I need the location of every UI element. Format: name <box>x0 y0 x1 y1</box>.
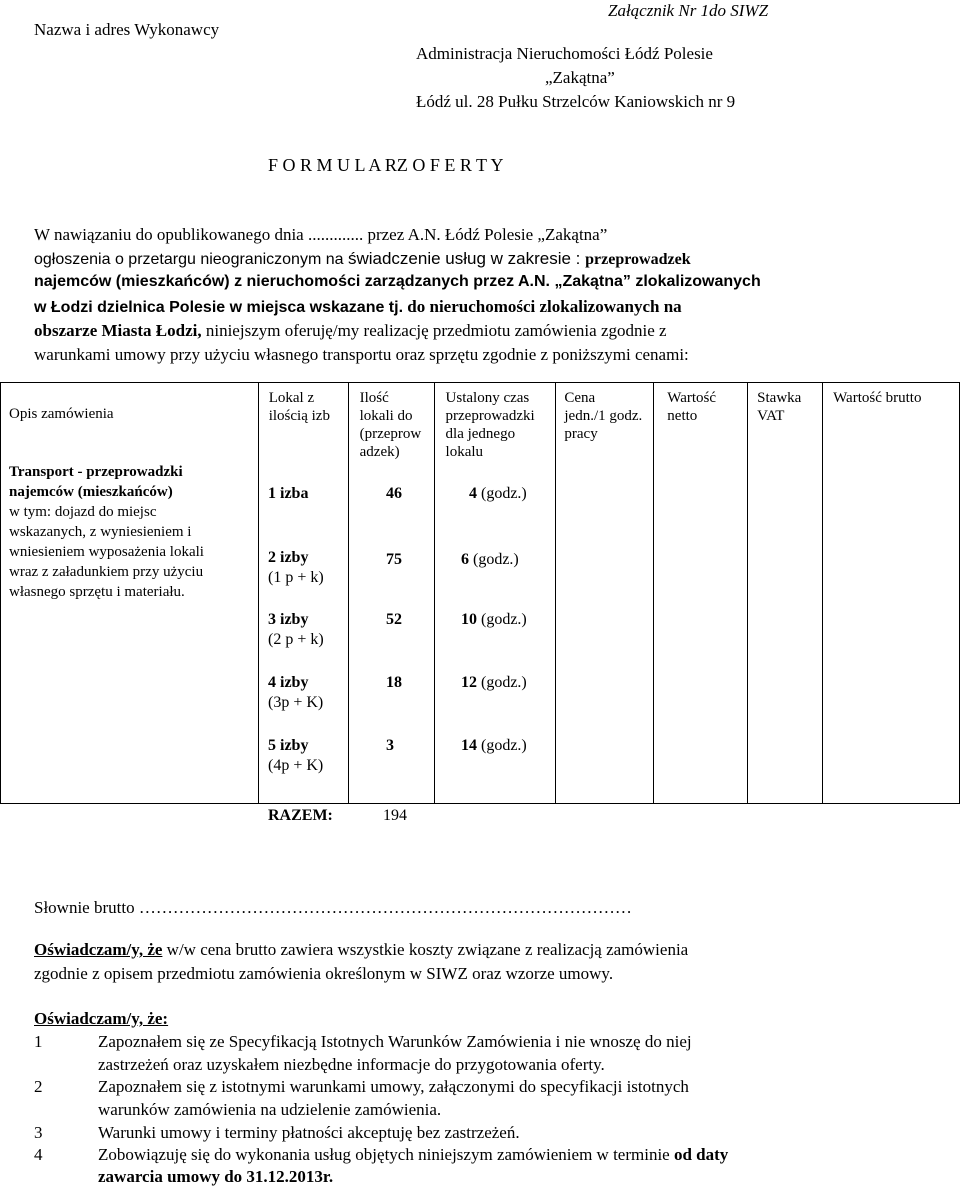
row-hours-unit: (godz.) <box>469 551 519 568</box>
row-count: 3 <box>386 737 394 754</box>
words-field[interactable]: Słownie brutto …………………………………………………………………………… <box>34 898 632 917</box>
row-hours-value: 4 <box>469 485 477 502</box>
row-hours-unit: (godz.) <box>477 737 527 754</box>
total-value: 194 <box>383 807 407 824</box>
header-czas-2: przeprowadzki <box>445 408 535 424</box>
description-line-5: wniesieniem wyposażenia lokali <box>9 544 204 560</box>
declaration-1-line-1 <box>34 940 850 960</box>
row-count: 75 <box>386 551 402 568</box>
item-number: 2 <box>34 1077 43 1096</box>
item-line-1: Warunki umowy i terminy płatności akceptuję bez zastrzeżeń. <box>98 1123 520 1142</box>
header-czas-1: Ustalony czas <box>445 390 530 406</box>
header-ilosc-3: (przeprow <box>359 426 422 442</box>
brutto-column <box>823 383 960 804</box>
contractor-name-label: Nazwa i adres Wykonawcy <box>34 20 220 39</box>
vat-column <box>748 383 823 804</box>
intro-line-6: warunkami umowy przy użyciu własnego transportu oraz sprzętu zgodnie z poniższymi cenami: <box>34 345 689 364</box>
intro-line-5 <box>34 321 667 341</box>
row-hours-unit: (godz.) <box>477 611 527 628</box>
row-rooms: 5 izby <box>268 737 309 754</box>
description-line-4: wskazanych, z wyniesieniem i <box>9 524 192 540</box>
header-netto-1: Wartość <box>667 390 717 406</box>
declaration-1-text: w/w cena brutto zawiera wszystkie koszty związane z realizacją zamówienia <box>162 940 689 959</box>
header-ilosc-4: adzek) <box>359 444 400 460</box>
intro-line-1: W nawiązaniu do opublikowanego dnia ............. przez A.N. Łódź Polesie „Zakątna” <box>34 225 608 244</box>
item-line-1: Zapoznałem się ze Specyfikacją Istotnych Warunków Zamówienia i nie wnoszę do niej <box>98 1032 692 1051</box>
description-line-3: w tym: dojazd do miejsc <box>9 504 157 520</box>
intro-area: obszarze Miasta Łodzi, <box>34 321 202 340</box>
intro-line-2 <box>34 249 850 269</box>
addressee-line-2: „Zakątna” <box>545 68 615 87</box>
netto-column <box>654 383 748 804</box>
item-line-1 <box>98 1145 728 1165</box>
item-number: 4 <box>34 1145 43 1164</box>
intro-offer: niniejszym oferuję/my realizację przedmiotu zamówienia zgodnie z <box>201 321 667 340</box>
form-title: F O R M U L A RZ O F E R T Y <box>268 155 504 175</box>
header-vat-1: Stawka <box>757 390 802 406</box>
row-hours <box>461 736 527 756</box>
header-czas-3: dla jednego <box>445 426 516 442</box>
attachment-label: Załącznik Nr 1do SIWZ <box>608 1 769 20</box>
header-cena-3: pracy <box>564 426 598 442</box>
row-hours <box>469 484 527 504</box>
item-deadline-start: od daty <box>673 1145 729 1164</box>
description-line-7: własnego sprzętu i materiału. <box>9 584 185 600</box>
row-detail: (2 p + k) <box>268 631 324 648</box>
row-hours-value: 6 <box>461 551 469 568</box>
intro-text: ogłoszenia o przetargu nieograniczonym na <box>34 251 348 268</box>
cena-column <box>556 383 654 804</box>
item-text: Zobowiązuję się do wykonania usług objętych niniejszym zamówieniem w terminie <box>98 1145 674 1164</box>
row-hours <box>461 673 527 693</box>
header-brutto: Wartość brutto <box>833 390 922 406</box>
service-name: przeprowadzek <box>585 251 691 268</box>
header-czas-4: lokalu <box>445 444 484 460</box>
row-count: 46 <box>386 485 402 502</box>
header-vat-2: VAT <box>757 408 785 424</box>
intro-destination: do nieruchomości zlokalizowanych na <box>403 297 682 316</box>
row-hours-value: 12 <box>461 674 477 691</box>
row-detail: (3p + K) <box>268 694 324 711</box>
row-hours-value: 10 <box>461 611 477 628</box>
header-cena-2: jedn./1 godz. <box>564 408 643 424</box>
addressee-line-3: Łódź ul. 28 Pułku Strzelców Kaniowskich nr 9 <box>416 92 736 111</box>
description-line-1: Transport - przeprowadzki <box>9 464 183 480</box>
item-line-1: Zapoznałem się z istotnymi warunkami umowy, załączonymi do specyfikacji istotnych <box>98 1077 689 1096</box>
item-number: 3 <box>34 1123 43 1142</box>
description-column <box>1 383 259 804</box>
item-line-2: zastrzeżeń oraz uzyskałem niezbędne informacje do przygotowania oferty. <box>98 1055 605 1074</box>
declaration-1-lead: Oświadczam/y, że <box>34 940 163 959</box>
row-detail: (4p + K) <box>268 757 324 774</box>
row-hours-unit: (godz.) <box>477 485 527 502</box>
header-cena-1: Cena <box>564 390 596 406</box>
intro-location: w Łodzi dzielnica Polesie w miejsca wskazane tj. <box>34 299 404 316</box>
item-line-2: warunków zamówienia na udzielenie zamówienia. <box>98 1100 442 1119</box>
row-hours-value: 14 <box>461 737 477 754</box>
row-rooms: 4 izby <box>268 674 309 691</box>
description-line-2: najemców (mieszkańców) <box>9 484 173 500</box>
declaration-2-lead: Oświadczam/y, że: <box>34 1009 169 1028</box>
row-hours <box>461 610 527 630</box>
header-opis: Opis zamówienia <box>9 406 114 422</box>
description-line-6: wraz z załadunkiem przy użyciu <box>9 564 204 580</box>
intro-line-4 <box>34 297 682 317</box>
header-lokal-1: Lokal z <box>268 390 315 406</box>
item-line-2: zawarcia umowy do 31.12.2013r. <box>98 1167 334 1186</box>
row-rooms: 3 izby <box>268 611 309 628</box>
row-hours <box>461 550 519 570</box>
row-detail: (1 p + k) <box>268 569 324 586</box>
header-ilosc-1: Ilość <box>359 390 389 406</box>
total-label: RAZEM: <box>268 807 333 824</box>
header-netto-2: netto <box>667 408 698 424</box>
header-ilosc-2: lokali do <box>359 408 413 424</box>
item-number: 1 <box>34 1032 43 1051</box>
row-rooms: 2 izby <box>268 549 309 566</box>
row-count: 52 <box>386 611 402 628</box>
row-rooms: 1 izba <box>268 485 309 502</box>
header-lokal-2: ilością izb <box>268 408 330 424</box>
service-scope: świadczenie usług w zakresie : <box>347 249 586 268</box>
row-hours-unit: (godz.) <box>477 674 527 691</box>
row-count: 18 <box>386 674 402 691</box>
intro-line-3: najemców (mieszkańców) z nieruchomości zarządzanych przez A.N. „Zakątna” zlokalizowanych <box>34 273 761 290</box>
declaration-1-line-2: zgodnie z opisem przedmiotu zamówienia określonym w SIWZ oraz wzorze umowy. <box>34 964 614 983</box>
addressee-line-1: Administracja Nieruchomości Łódź Polesie <box>416 44 713 63</box>
